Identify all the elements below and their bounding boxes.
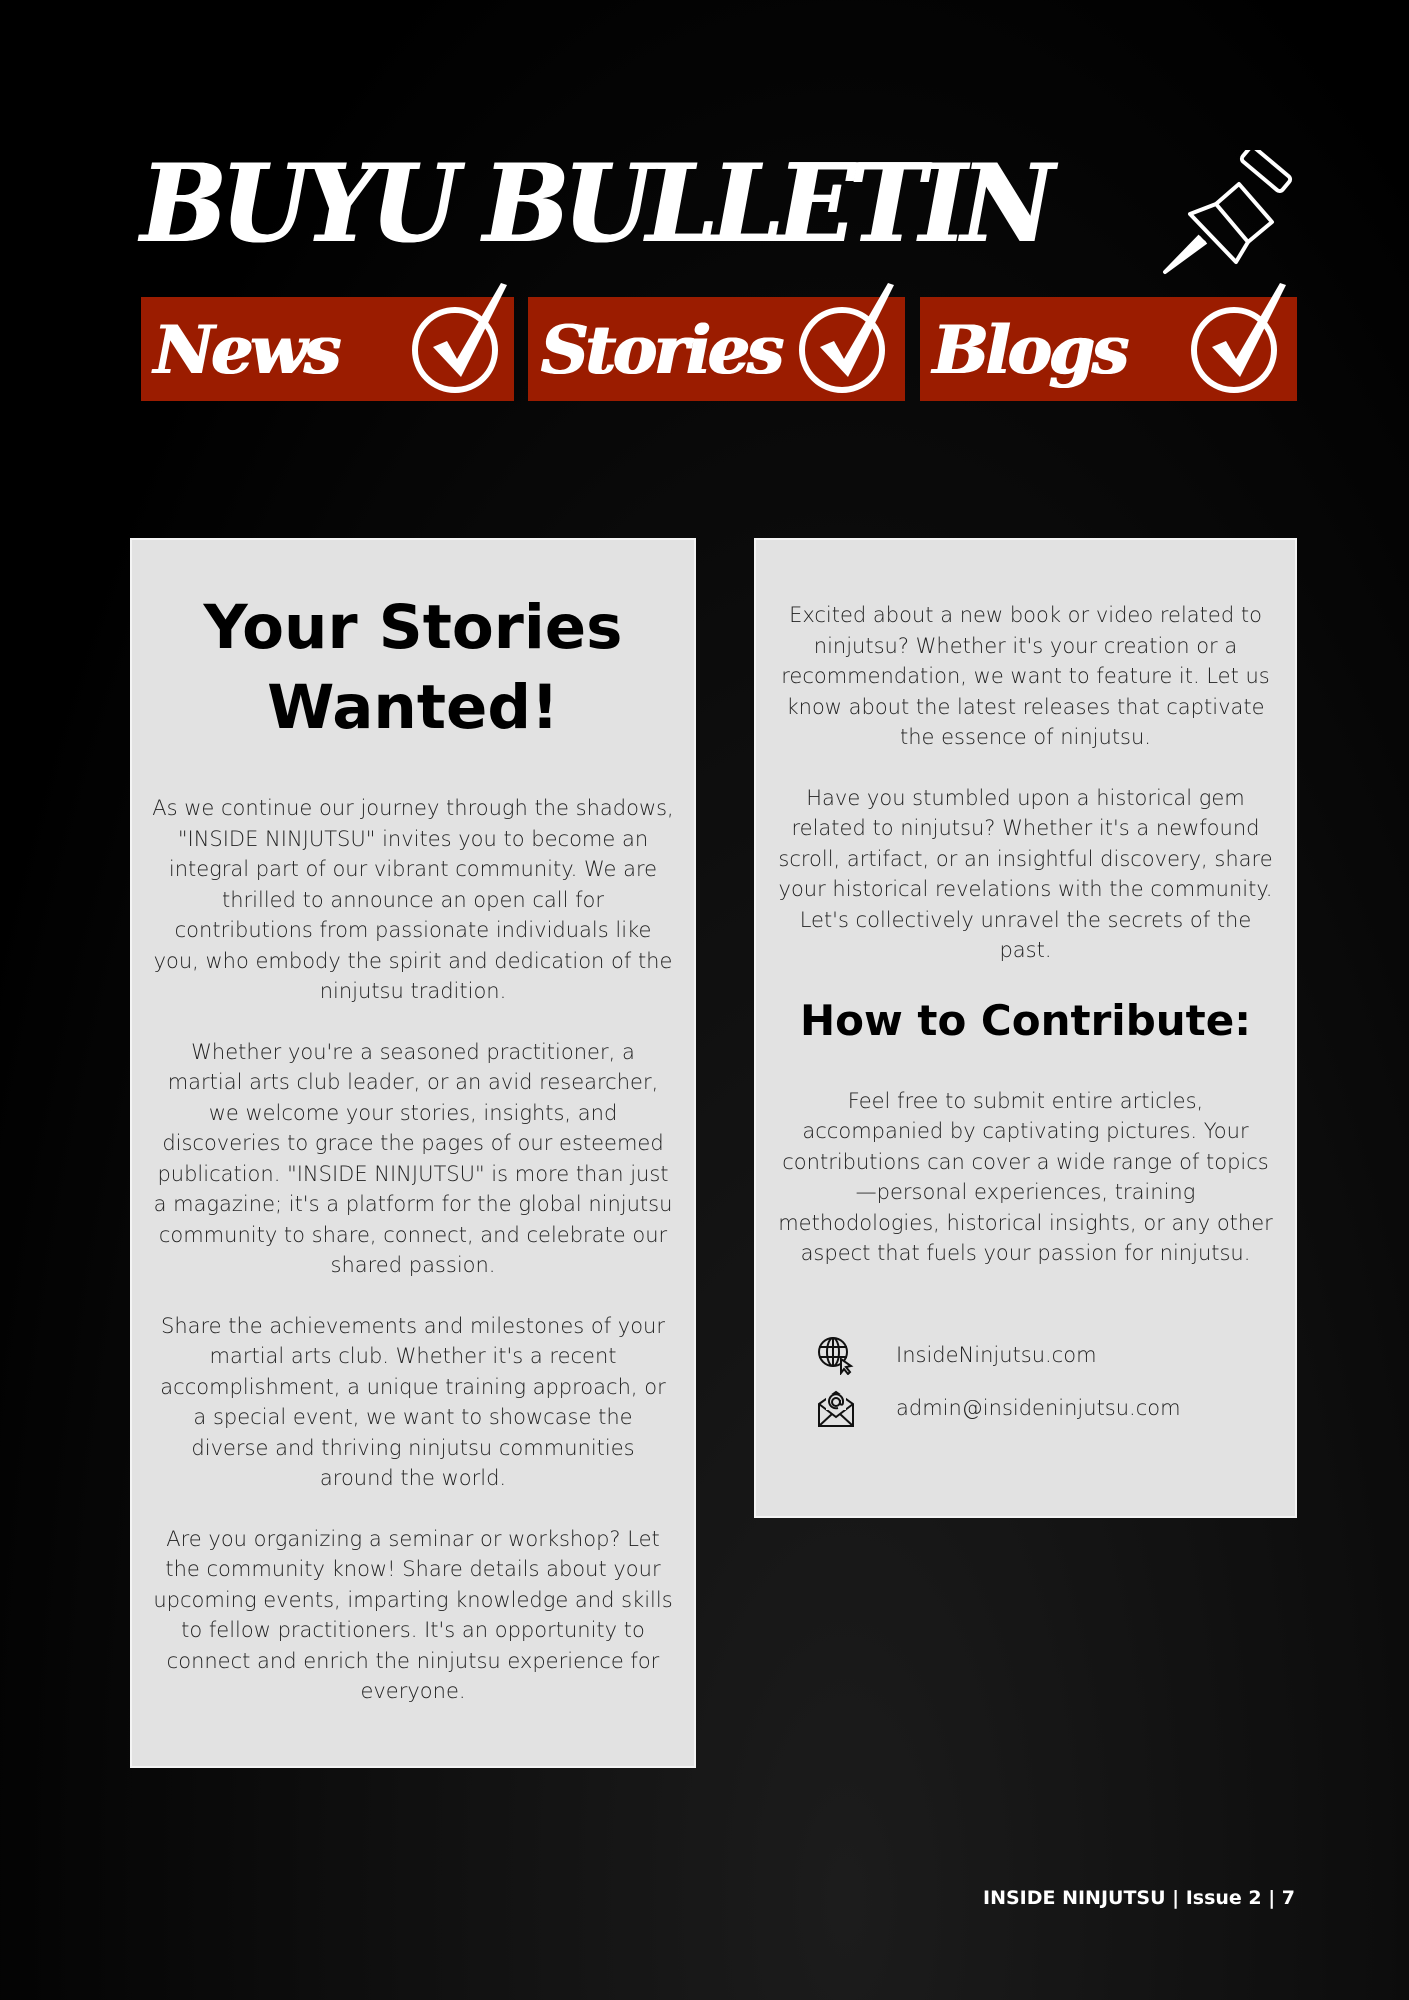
clubs-paragraph: Share the achievements and milestones of your martial arts club. Whether it's a recent accomplishment, a unique training approach, or a special event, we want to showcase the diverse and thriving ninjutsu communities around the world.: [160, 1313, 666, 1490]
heading-line-1: Your Stories: [203, 592, 623, 663]
contribute-paragraph: Feel free to submit entire articles, accompanied by captivating pictures. Your contributions can cover a wide range of topics—personal experiences, training methodologies, historical insights, or any other aspect that fuels your passion for ninjutsu.: [778, 1088, 1273, 1265]
circle-check-icon: [403, 275, 513, 405]
heading-line-2: Wanted!: [267, 672, 559, 743]
tag-stories: [528, 297, 905, 401]
tag-news-label: News: [153, 311, 338, 389]
tag-stories-label: Stories: [540, 311, 781, 389]
masthead-title: BUYU BULLETIN: [140, 141, 1048, 267]
globe-cursor-icon: [816, 1335, 856, 1375]
pushpin-icon: [1160, 150, 1295, 275]
email-link[interactable]: admin@insideninjutsu.com: [896, 1396, 1181, 1420]
contribute-panel: [754, 538, 1297, 1518]
panel-heading: [152, 588, 674, 748]
website-link[interactable]: InsideNinjutsu.com: [896, 1343, 1097, 1367]
events-paragraph: Are you organizing a seminar or workshop? Let the community know! Share details about your upcoming events, imparting knowledge and skills to fellow practitioners. It's an opportunity to connect and enrich the ninjutsu experience for everyone.: [153, 1526, 673, 1703]
stories-wanted-panel: [130, 538, 696, 1768]
history-paragraph: Have you stumbled upon a historical gem related to ninjutsu? Whether it's a newfound scroll, artifact, or an insightful discovery, share your historical revelations with the community. Let's collectively unravel the secrets of the past.: [778, 785, 1273, 962]
circle-check-icon: [1182, 275, 1292, 405]
tag-blogs: [920, 297, 1297, 401]
audience-paragraph: Whether you're a seasoned practitioner, a martial arts club leader, or an avid researcher, we welcome your stories, insights, and discoveries to grace the pages of our esteemed publication. "INSIDE NINJUTSU" is more than just a magazine; it's a platform for the global ninjutsu community to share, connect, and celebrate our shared passion.: [153, 1039, 673, 1277]
intro-paragraph: As we continue our journey through the shadows, "INSIDE NINJUTSU" invites you to become an integral part of our vibrant community. We are thrilled to announce an open call for contributions from passionate individuals like you, who embody the spirit and dedication of the ninjutsu tradition.: [152, 796, 674, 1003]
tag-news: [141, 297, 514, 401]
media-paragraph: Excited about a new book or video related to ninjutsu? Whether it's your creation or a recommendation, we want to feature it. Let us know about the latest releases that captivate the essence of ninjutsu.: [781, 603, 1270, 749]
email-contact[interactable]: [816, 1388, 1181, 1428]
page-footer: INSIDE NINJUTSU | Issue 2 | 7: [983, 1887, 1296, 1909]
contribute-heading: How to Contribute:: [799, 995, 1252, 1045]
envelope-at-icon: [816, 1388, 856, 1428]
website-contact[interactable]: [816, 1335, 1097, 1375]
circle-check-icon: [790, 275, 900, 405]
tag-blogs-label: Blogs: [932, 311, 1126, 389]
